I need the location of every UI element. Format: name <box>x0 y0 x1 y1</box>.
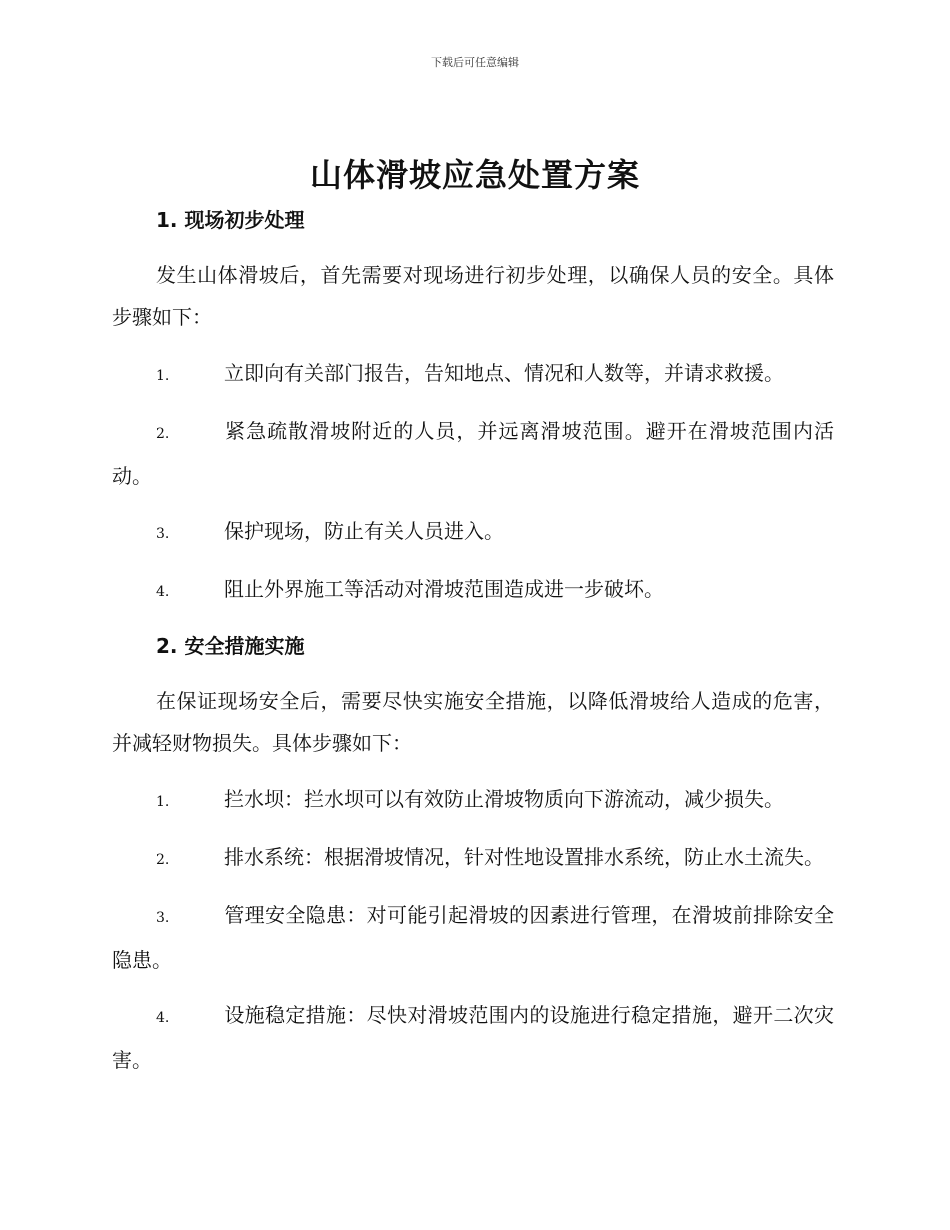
list-item <box>112 410 834 497</box>
list-item-text: 保护现场，防止有关人员进入。 <box>224 519 504 543</box>
section-intro: 在保证现场安全后，需要尽快实施安全措施，以降低滑坡给人造成的危害，并减轻财物损失。具体步骤如下： <box>112 689 834 755</box>
list-item <box>112 836 834 881</box>
list-item-text: 排水系统：根据滑坡情况，针对性地设置排水系统，防止水土流失。 <box>224 845 824 869</box>
section-intro: 发生山体滑坡后，首先需要对现场进行初步处理，以确保人员的安全。具体步骤如下： <box>112 263 834 329</box>
list-item-text: 紧急疏散滑坡附近的人员，并远离滑坡范围。避开在滑坡范围内活动。 <box>112 419 834 488</box>
list-item-text: 管理安全隐患：对可能引起滑坡的因素进行管理，在滑坡前排除安全隐患。 <box>112 903 834 972</box>
section-1 <box>112 200 834 613</box>
document-body <box>112 200 834 1094</box>
list-item-number: 1. <box>156 794 170 810</box>
list-item <box>112 778 834 823</box>
list-item <box>112 510 834 555</box>
list-item-number: 4. <box>156 584 170 600</box>
list-item-number: 3. <box>156 910 170 926</box>
list-item-text: 设施稳定措施：尽快对滑坡范围内的设施进行稳定措施，避开二次灾害。 <box>112 1003 834 1072</box>
list-item-text: 拦水坝：拦水坝可以有效防止滑坡物质向下游流动，减少损失。 <box>224 787 784 811</box>
list-item <box>112 352 834 397</box>
section-heading: 1. 现场初步处理 <box>156 208 305 232</box>
list-item <box>112 894 834 981</box>
list-item-number: 2. <box>156 426 170 442</box>
list-item-text: 立即向有关部门报告，告知地点、情况和人数等，并请求救援。 <box>224 361 784 385</box>
document-title: 山体滑坡应急处置方案 <box>309 156 640 194</box>
list-item-text: 阻止外界施工等活动对滑坡范围造成进一步破坏。 <box>224 577 664 601</box>
list-item <box>112 994 834 1081</box>
list-item <box>112 568 834 613</box>
list-item-number: 1. <box>156 368 170 384</box>
section-heading: 2. 安全措施实施 <box>156 634 305 658</box>
list-item-number: 3. <box>156 526 170 542</box>
header-note: 下载后可任意编辑 <box>431 56 519 69</box>
list-item-number: 4. <box>156 1010 170 1026</box>
section-2 <box>112 626 834 1081</box>
list-item-number: 2. <box>156 852 170 868</box>
